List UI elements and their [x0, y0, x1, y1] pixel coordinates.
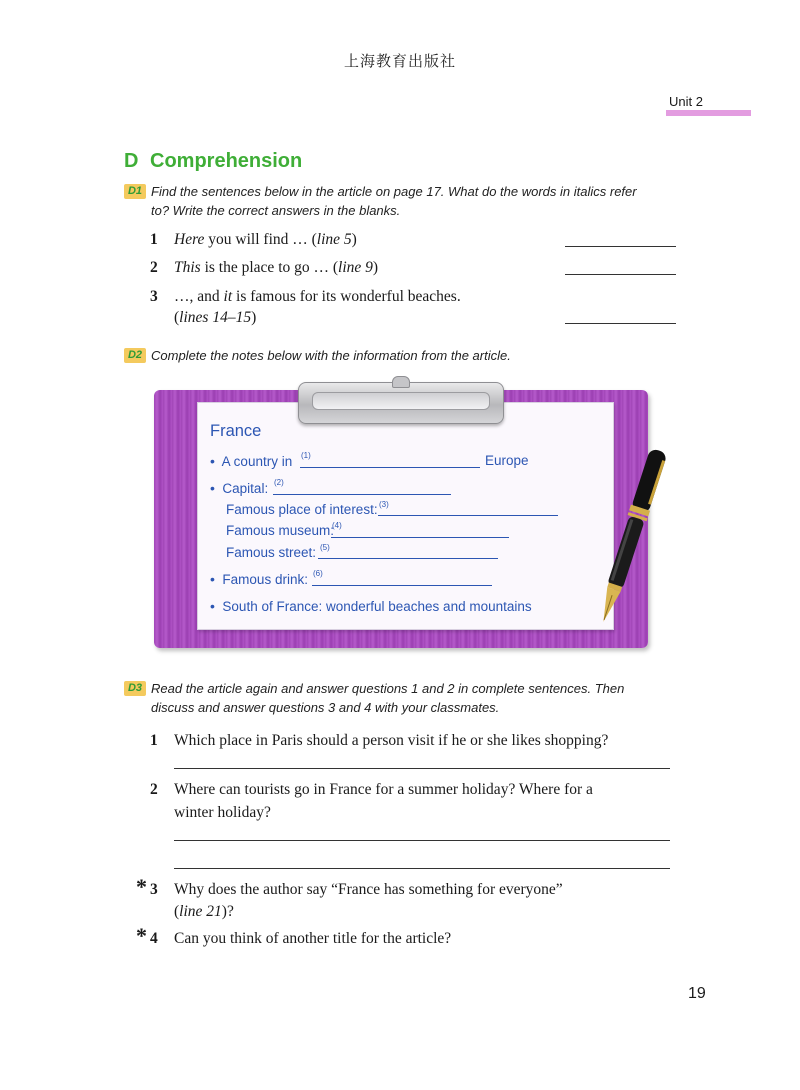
note-country — [210, 453, 292, 469]
bullet-icon: • — [210, 598, 215, 614]
d1-badge: D1 — [124, 184, 146, 199]
note-country-after: Europe — [485, 453, 529, 468]
section-letter: D — [124, 150, 139, 172]
d2-instruction: Complete the notes below with the information from the article. — [151, 348, 511, 363]
d1-item2-answer-blank[interactable] — [565, 274, 676, 275]
note-capital — [210, 480, 268, 496]
d1-item2-close: ) — [372, 259, 379, 276]
d1-item3-open: ( — [174, 309, 180, 326]
d3-q1-number: 1 — [150, 732, 158, 749]
note-place-blank[interactable] — [378, 515, 558, 516]
note-marker-1: (1) — [301, 451, 311, 460]
note-marker-2: (2) — [274, 478, 284, 487]
d1-item1-answer-blank[interactable] — [565, 246, 676, 247]
note-museum-blank[interactable] — [331, 537, 509, 538]
note-museum-label: Famous museum: — [226, 523, 335, 538]
publisher-name: 上海教育出版社 — [343, 52, 456, 70]
bullet-icon: • — [210, 480, 215, 496]
d1-instruction-line1: Find the sentences below in the article on page 17. What do the words in italics refer — [151, 184, 637, 199]
bullet-icon: • — [210, 453, 215, 469]
d3-q3-ref: line 21 — [179, 903, 222, 920]
d1-item2-italic: This — [174, 259, 201, 276]
d3-instruction-line1: Read the article again and answer questions 1 and 2 in complete sentences. Then — [151, 681, 625, 696]
note-marker-6: (6) — [313, 569, 323, 578]
page-number: 19 — [688, 985, 706, 1002]
d3-q4-number: 4 — [150, 930, 158, 947]
d3-q2-line1: Where can tourists go in France for a summer holiday? Where for a — [174, 781, 593, 798]
d1-item2-ref: line 9 — [338, 259, 373, 276]
d3-q2-answer-line2[interactable] — [174, 868, 670, 869]
d1-item3-pre: …, and — [174, 288, 224, 305]
d1-item2-text — [174, 257, 378, 279]
d1-item1-text — [174, 229, 357, 251]
d1-item1-close: ) — [351, 231, 357, 248]
d1-item3-text — [174, 286, 461, 308]
section-title: Comprehension — [150, 150, 303, 172]
note-marker-3: (3) — [379, 500, 389, 509]
note-drink-label: Famous drink: — [222, 572, 308, 587]
d3-q4-star-icon: * — [136, 923, 147, 948]
note-country-blank[interactable] — [300, 467, 480, 468]
d1-item3-answer-blank[interactable] — [565, 323, 676, 324]
d3-instruction-line2: discuss and answer questions 3 and 4 with your classmates. — [151, 700, 500, 715]
d3-q3-number: 3 — [150, 881, 158, 898]
note-marker-5: (5) — [320, 543, 330, 552]
d1-instruction-line2: to? Write the correct answers in the blanks. — [151, 203, 401, 218]
note-south — [210, 598, 532, 614]
clipboard-clip-knob — [392, 376, 410, 388]
clipboard-clip-inner — [312, 392, 490, 410]
d1-item1-body: you will find … ( — [204, 231, 317, 248]
d1-item3-number: 3 — [150, 288, 158, 305]
note-drink — [210, 571, 308, 587]
bullet-icon: • — [210, 571, 215, 587]
notes-title: France — [210, 422, 262, 440]
d3-q4-text: Can you think of another title for the article? — [174, 930, 452, 947]
note-drink-blank[interactable] — [312, 585, 492, 586]
d1-item1-italic: Here — [174, 231, 205, 248]
d1-item2-body: is the place to go … ( — [200, 259, 339, 276]
d1-item3-body: is famous for its wonderful beaches. — [232, 288, 461, 305]
d3-q3-star-icon: * — [136, 874, 147, 899]
note-capital-label: Capital: — [222, 481, 269, 496]
d1-item3-ref-line — [174, 307, 256, 329]
d1-item3-ref: lines 14–15 — [179, 309, 252, 326]
d1-item1-ref: line 5 — [316, 231, 352, 248]
note-street-label: Famous street: — [226, 545, 317, 560]
d1-item3-close: ) — [251, 309, 257, 326]
unit-bar — [666, 110, 751, 116]
d3-q2-number: 2 — [150, 781, 158, 798]
d3-q1-answer-line[interactable] — [174, 768, 670, 769]
d3-badge: D3 — [124, 681, 146, 696]
fountain-pen-icon — [590, 440, 670, 640]
d3-q2-line2: winter holiday? — [174, 804, 271, 821]
d1-item2-number: 2 — [150, 259, 158, 276]
note-place-label: Famous place of interest: — [226, 502, 378, 517]
d1-instruction — [151, 182, 711, 220]
unit-label: Unit 2 — [669, 94, 703, 109]
d1-item1-number: 1 — [150, 231, 158, 248]
d3-q3-close: )? — [221, 903, 234, 920]
d3-q2-answer-line1[interactable] — [174, 840, 670, 841]
note-south-text: South of France: wonderful beaches and mountains — [222, 599, 532, 614]
d3-q1-text: Which place in Paris should a person visit if he or she likes shopping? — [174, 732, 609, 749]
note-street-blank[interactable] — [318, 558, 498, 559]
note-country-label: A country in — [221, 454, 293, 469]
note-marker-4: (4) — [332, 521, 342, 530]
d3-q3-open: ( — [174, 903, 180, 920]
d3-q3-line1: Why does the author say “France has something for everyone” — [174, 881, 563, 898]
note-capital-blank[interactable] — [273, 494, 451, 495]
d2-badge: D2 — [124, 348, 146, 363]
d1-item3-italic: it — [223, 288, 233, 305]
d3-instruction — [151, 679, 711, 717]
d3-q3-line2 — [174, 901, 234, 923]
